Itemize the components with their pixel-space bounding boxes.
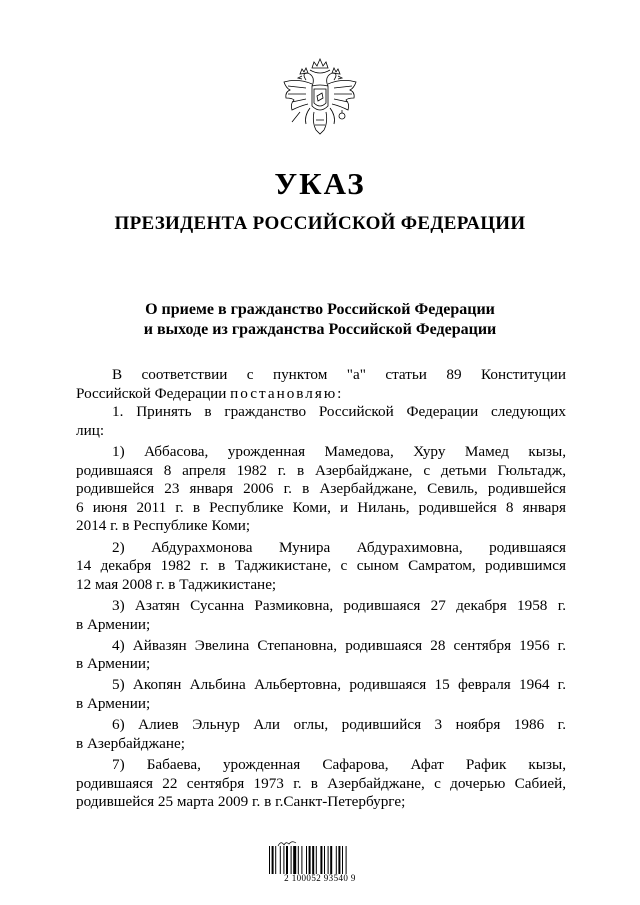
decree-verb: постановляю: (230, 384, 344, 402)
list-item-line: в Армении; (76, 655, 151, 673)
list-item-line: в Армении; (76, 615, 151, 633)
list-item-line: 2) Абдурахмонова Мунира Абдурахимовна, родившаяся (112, 538, 566, 556)
intro-line: В соответствии с пунктом "а" статьи 89 Конституции (112, 366, 566, 383)
paragraph-line: лиц: (76, 421, 105, 439)
heading-line: и выходе из гражданства Российской Федерации (143, 321, 497, 338)
russian-coat-of-arms-icon (276, 54, 364, 140)
list-item-line: 1) Аббасова, урожденная Мамедова, Хуру Мамед кызы, (112, 442, 566, 460)
decree-body (76, 366, 566, 812)
list-item-line: 12 мая 2008 г. в Таджикистане; (76, 575, 277, 593)
document-issuer: ПРЕЗИДЕНТА РОССИЙСКОЙ ФЕДЕРАЦИИ (114, 213, 526, 234)
list-item-line: родившаяся 22 сентября 1973 г. в Азербайджане, с дочерью Сабией, (76, 774, 566, 792)
list-item-line: в Азербайджане; (76, 734, 185, 752)
heading-line: О приеме в гражданство Российской Федерации (145, 301, 495, 318)
paragraph-line: 1. Принять в гражданство Российской Федерации следующих (112, 403, 566, 421)
list-item-line: родившейся 23 января 2006 г. в Азербайджане, Севиль, родившейся (76, 480, 566, 498)
list-item-line: родившаяся 8 апреля 1982 г. в Азербайджане, с детьми Гюльтадж, (76, 461, 566, 479)
barcode-number: 2 100052 93540 9 (284, 873, 356, 883)
list-item-line: родившейся 25 марта 2009 г. в г.Санкт-Петербурге; (76, 793, 406, 811)
barcode (268, 846, 372, 874)
intro-text: Российской Федерации (76, 384, 231, 402)
list-item-line: 7) Бабаева, урожденная Сафарова, Афат Рафик кызы, (112, 756, 566, 774)
list-item-line: 5) Акопян Альбина Альбертовна, родившаяся 15 февраля 1964 г. (112, 676, 566, 694)
list-item-line: 6 июня 2011 г. в Республике Коми, и Нилань, родившейся 8 января (76, 498, 566, 516)
list-item-line: в Армении; (76, 695, 151, 713)
list-item-line: 4) Айвазян Эвелина Степановна, родившаяся 28 сентября 1956 г. (112, 636, 566, 654)
list-item-line: 3) Азатян Сусанна Размиковна, родившаяся 27 декабря 1958 г. (112, 596, 566, 614)
decree-heading (0, 300, 640, 340)
list-item-line: 2014 г. в Республике Коми; (76, 517, 251, 535)
intro-line (76, 385, 566, 404)
list-item-line: 14 декабря 1982 г. в Таджикистане, с сыном Самратом, родившимся (76, 557, 566, 575)
document-title: УКАЗ (274, 166, 366, 201)
list-item-line: 6) Алиев Эльнур Али оглы, родившийся 3 ноября 1986 г. (112, 716, 566, 734)
